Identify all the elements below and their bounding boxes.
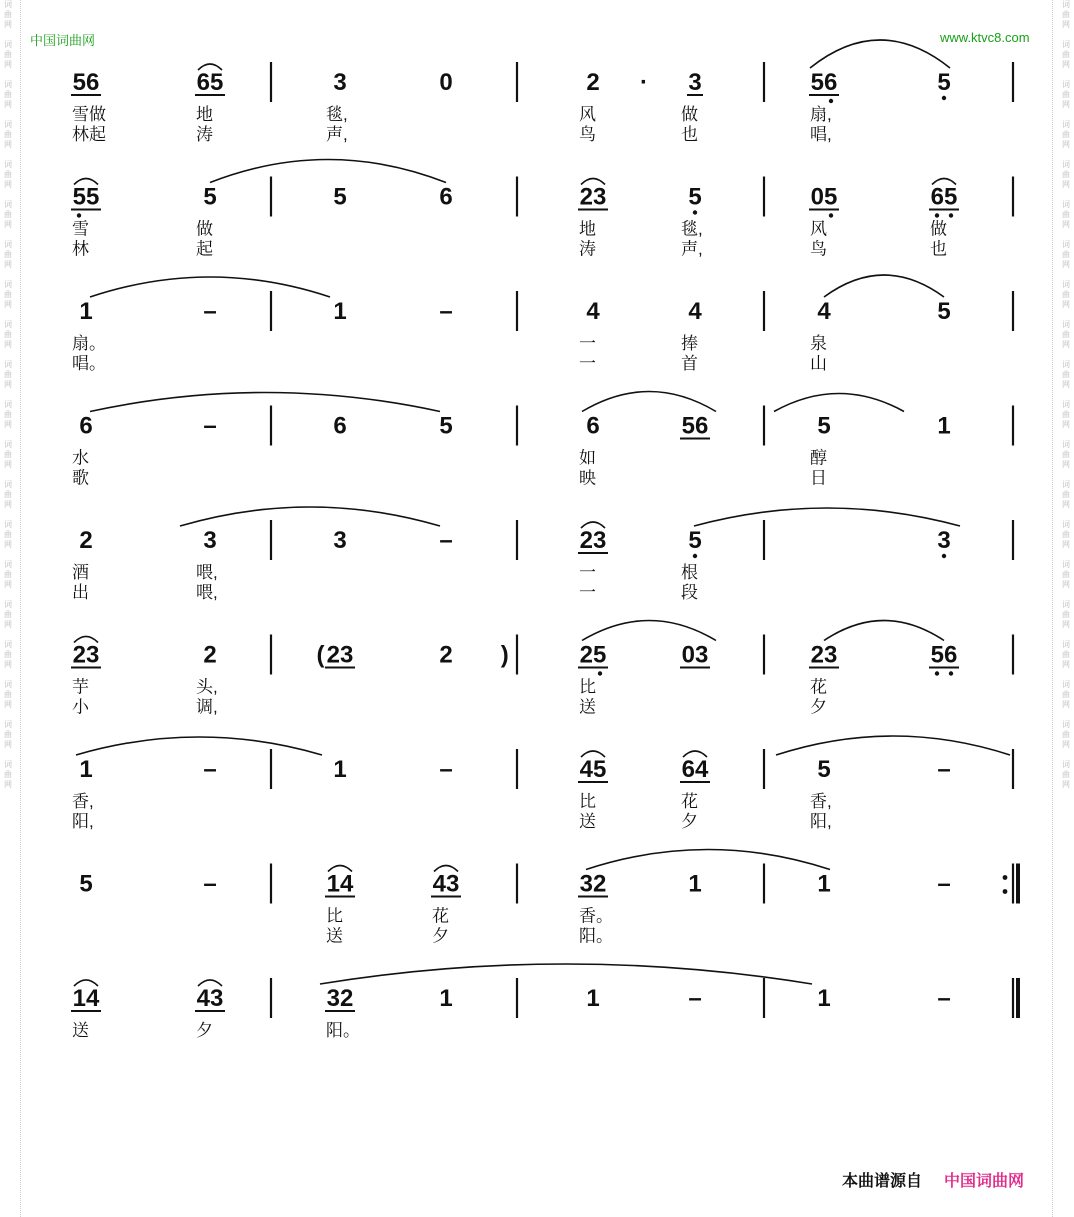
note: –: [439, 756, 453, 783]
lyric: 一: [579, 354, 596, 373]
lyric: 阳,: [72, 812, 94, 831]
phrase-slur: [582, 621, 716, 641]
octave-dot: [942, 554, 946, 558]
source-label: 本曲谱源自: [842, 1173, 923, 1190]
source-credit: [842, 1168, 1024, 1191]
note: 0: [439, 69, 453, 96]
note: 64: [681, 756, 709, 783]
note: –: [203, 412, 217, 440]
note: 3: [333, 69, 347, 96]
lyric: 根: [681, 563, 698, 582]
lyric: 喂,: [196, 583, 218, 602]
note: 43: [432, 870, 460, 898]
octave-dot: [693, 554, 697, 558]
lyric: 扇。: [72, 334, 106, 353]
phrase-slur: [320, 964, 812, 984]
note: 1: [817, 870, 831, 898]
lyric: 喂,: [196, 563, 218, 582]
octave-dot: [598, 671, 602, 675]
note: 65: [196, 69, 224, 96]
note: 6: [586, 412, 600, 440]
lyric: 送: [579, 812, 596, 831]
note: 5: [817, 756, 831, 783]
score-line-1: [71, 62, 1013, 144]
note: 4: [688, 298, 702, 325]
lyric: 唱,: [810, 125, 832, 144]
lyric: 鸟: [810, 239, 827, 259]
repeat-dot: [1003, 889, 1008, 894]
lyric: 花: [432, 906, 449, 926]
lyric: 声,: [681, 239, 703, 259]
lyric: 毯,: [681, 219, 703, 239]
side-watermark-left: 词 曲 网 词 曲 网 词 曲 网 词 曲 网 词 曲 网 词 曲 网 词 曲 网 词 曲 网 词 曲 网 词 曲 网 词 曲 网 词 曲 网 词 曲 网 词 曲 网 词 曲 网 词 曲 网 词 曲 网 词 曲 网 词 曲 网 词 曲 网: [4, 0, 12, 789]
lyric: 比: [579, 677, 596, 697]
note: 1: [79, 756, 93, 783]
octave-dot: [949, 213, 953, 217]
note: –: [203, 756, 217, 783]
note: 05: [810, 183, 838, 211]
note: 45: [579, 756, 607, 783]
lyric: 风: [810, 219, 827, 239]
note: 65: [930, 183, 958, 211]
note: 4: [817, 298, 831, 325]
score-line-7: [72, 749, 1013, 831]
octave-dot: [829, 213, 833, 217]
note: –: [203, 870, 217, 898]
lyric: 夕: [810, 697, 827, 717]
note: 1: [333, 756, 347, 783]
note: 1: [688, 870, 702, 898]
note: –: [937, 870, 951, 898]
lyric: 出: [72, 583, 89, 602]
note: 2: [586, 69, 600, 96]
lyric: 段: [681, 583, 698, 602]
lyric: 声,: [326, 125, 348, 144]
note: –: [203, 298, 217, 325]
lyric: 林起: [72, 125, 106, 144]
note: 32: [579, 870, 607, 898]
phrase-slur: [824, 275, 944, 297]
lyric: 风: [579, 105, 596, 124]
note: 2: [203, 641, 217, 669]
note: 14: [72, 985, 100, 1012]
note: 3: [203, 527, 217, 554]
score-line-4: [72, 406, 1013, 488]
lyric: 映: [579, 468, 596, 488]
header-site-link[interactable]: 中国词曲网: [30, 33, 96, 48]
note: 43: [196, 985, 224, 1012]
lyric: 地: [579, 219, 596, 239]
source-site-link[interactable]: 中国词曲网: [944, 1173, 1025, 1190]
score-line-8: [79, 864, 1013, 946]
note: 23: [579, 183, 607, 211]
header-url-link[interactable]: www.ktvc8.com: [940, 30, 1030, 45]
lyric: 林: [72, 239, 89, 259]
note: ·: [640, 69, 648, 96]
lyric: 涛: [196, 125, 213, 144]
lyric: 鸟: [579, 125, 596, 144]
lyric: 送: [72, 1021, 89, 1040]
lyric: 如: [579, 448, 596, 468]
lyric: 夕: [681, 812, 698, 831]
lyric: 头,: [196, 677, 218, 697]
score-line-5: [72, 520, 1013, 602]
phrase-slur: [774, 394, 904, 412]
note: 56: [72, 69, 100, 96]
lyric: 阳。: [326, 1021, 360, 1040]
side-watermark-right: 词 曲 网 词 曲 网 词 曲 网 词 曲 网 词 曲 网 词 曲 网 词 曲 网 词 曲 网 词 曲 网 词 曲 网 词 曲 网 词 曲 网 词 曲 网 词 曲 网 词 曲 网 词 曲 网 词 曲 网 词 曲 网 词 曲 网 词 曲 网: [1062, 0, 1070, 789]
note: –: [937, 756, 951, 783]
lyric: 夕: [432, 926, 449, 946]
lyric: 歌: [72, 468, 89, 488]
note: 56: [930, 641, 958, 669]
note: 5: [79, 870, 93, 898]
note: 6: [439, 183, 453, 211]
lyric: 一: [579, 563, 596, 582]
lyric: 捧: [681, 334, 698, 353]
note: 3: [688, 69, 702, 96]
lyric: 扇,: [810, 105, 832, 124]
lyric: 醇: [810, 448, 827, 468]
note: 5: [817, 412, 831, 440]
lyric: 雪: [72, 219, 89, 239]
octave-dot: [935, 213, 939, 217]
note: 14: [326, 870, 354, 898]
note: 5: [203, 183, 217, 211]
score-line-6: [71, 635, 1013, 717]
octave-dot: [693, 210, 697, 214]
score-line-3: [72, 291, 1013, 373]
note: 23: [72, 641, 100, 669]
lyric: 比: [579, 792, 596, 811]
note: 5: [937, 298, 951, 325]
note: 56: [810, 69, 838, 96]
octave-dot: [949, 671, 953, 675]
lyric: 涛: [579, 239, 596, 259]
lyric: 地: [196, 105, 213, 124]
note: 1: [333, 298, 347, 325]
score-line-9: [71, 978, 1013, 1040]
phrase-slur: [76, 737, 322, 755]
phrase-slur: [90, 277, 330, 297]
note: 5: [937, 69, 951, 96]
note: –: [937, 985, 951, 1012]
note: –: [688, 985, 702, 1012]
note: 1: [586, 985, 600, 1012]
lyric: 香,: [72, 792, 94, 811]
note: 03: [681, 641, 709, 669]
lyric: 花: [810, 677, 827, 697]
phrase-slur: [582, 392, 716, 412]
lyric: 阳。: [579, 926, 613, 946]
note: 2: [439, 641, 453, 669]
note: 3: [333, 527, 347, 554]
note: 5: [688, 183, 702, 211]
note: –: [439, 527, 453, 554]
phrase-slur: [810, 40, 950, 68]
lyric: 做: [930, 219, 947, 239]
lyric: 山: [810, 354, 827, 373]
phrase-slur: [180, 507, 440, 526]
note: 2: [79, 527, 93, 554]
note: 4: [586, 298, 600, 325]
repeat-dot: [1003, 875, 1008, 880]
lyric: 香。: [579, 906, 613, 926]
note: 32: [326, 985, 354, 1012]
lyric: 香,: [810, 792, 832, 811]
phrase-slur: [586, 850, 830, 870]
phrase-slur: [694, 508, 960, 526]
score-line-2: [71, 177, 1013, 259]
note: –: [439, 298, 453, 325]
lyric: 做: [681, 105, 698, 124]
lyric: 芋: [72, 677, 89, 697]
lyric: 小: [72, 697, 89, 717]
lyric: 花: [681, 792, 698, 811]
lyric: 送: [579, 697, 596, 717]
octave-dot: [942, 96, 946, 100]
octave-dot: [829, 99, 833, 103]
lyric: 首: [681, 354, 698, 373]
lyric: 也: [930, 239, 947, 259]
note: 1: [937, 412, 951, 440]
note: 5: [688, 527, 702, 554]
note: 3: [937, 527, 951, 554]
lyric: 酒: [72, 563, 89, 582]
note: (: [316, 641, 325, 669]
lyric: 做: [196, 219, 213, 239]
note: 23: [579, 527, 607, 554]
lyric: 也: [681, 125, 698, 144]
lyric: 毯,: [326, 105, 348, 124]
lyric: 调,: [196, 697, 218, 717]
note: 23: [326, 641, 354, 669]
octave-dot: [77, 213, 81, 217]
lyric: 比: [326, 906, 343, 926]
phrase-slur: [776, 736, 1010, 755]
phrase-slur: [824, 621, 944, 641]
lyric: 一: [579, 334, 596, 353]
note: 1: [439, 985, 453, 1012]
octave-dot: [935, 671, 939, 675]
lyric: 夕: [196, 1021, 213, 1040]
note: ): [500, 641, 509, 669]
lyric: 泉: [810, 334, 827, 353]
note: 5: [333, 183, 347, 211]
lyric: 阳,: [810, 812, 832, 831]
lyric: 一: [579, 583, 596, 602]
note: 25: [579, 641, 607, 669]
lyric: 雪做: [72, 105, 106, 124]
lyric: 水: [72, 448, 89, 468]
note: 5: [439, 412, 453, 440]
note: 23: [810, 641, 838, 669]
note: 55: [72, 183, 100, 211]
lyric: 唱。: [72, 354, 106, 373]
note: 1: [79, 298, 93, 325]
lyric: 日: [810, 468, 827, 488]
note: 1: [817, 985, 831, 1012]
note: 56: [681, 412, 709, 440]
note: 6: [79, 412, 93, 440]
lyric: 送: [326, 926, 343, 946]
phrase-slur: [210, 160, 446, 183]
lyric: 起: [196, 239, 213, 259]
note: 6: [333, 412, 347, 440]
phrase-slur: [90, 393, 440, 412]
